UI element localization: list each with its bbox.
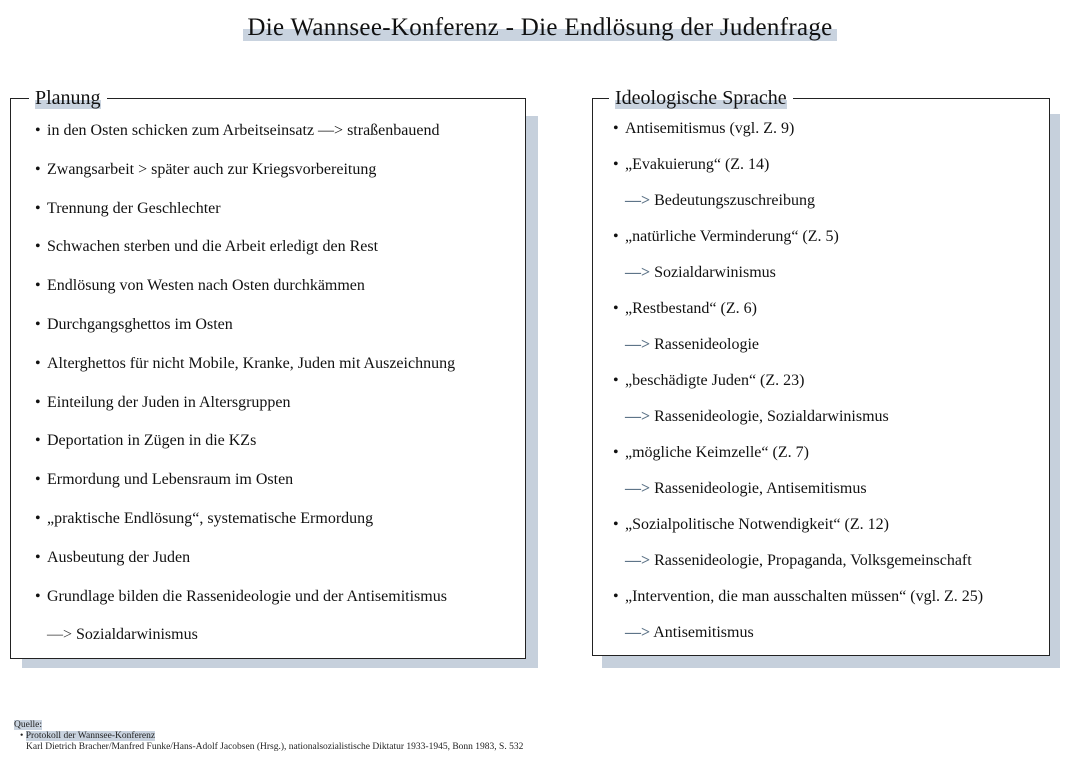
- list-subitem: —> Rassenideologie, Propaganda, Volksgemeinschaft: [625, 552, 972, 569]
- panel-heading: Planung: [29, 86, 107, 110]
- panel-box: [592, 87, 1050, 656]
- list-item: • in den Osten schicken zum Arbeitseinsatz —> straßenbauend: [35, 122, 440, 139]
- list-subitem: —> Sozialdarwinismus: [47, 626, 198, 644]
- bullet-icon: •: [35, 199, 41, 217]
- source-item: Protokoll der Wannsee-Konferenz: [25, 731, 156, 741]
- bullet-icon: •: [35, 393, 41, 411]
- bullet-icon: •: [35, 432, 41, 450]
- bullet-icon: •: [613, 444, 619, 461]
- list-item: • „Intervention, die man ausschalten müssen“ (vgl. Z. 25): [613, 588, 984, 605]
- bullet-icon: •: [613, 228, 619, 245]
- bullet-icon: •: [613, 120, 619, 137]
- list-item: • Deportation in Zügen in die KZs: [35, 432, 257, 450]
- sprache-list: [613, 119, 983, 659]
- list-item: • Endlösung von Westen nach Osten durchkämmen: [35, 277, 365, 295]
- arrow-icon: —>: [47, 626, 73, 644]
- source-citation: Karl Dietrich Bracher/Manfred Funke/Hans-Adolf Jacobsen (Hrsg.), nationalsozialistische Diktatur 1933-1945, Bonn 1983, S. 532: [26, 742, 524, 752]
- list-subitem: —> Rassenideologie, Sozialdarwinismus: [625, 408, 889, 425]
- sprache-panel: [592, 87, 1050, 656]
- list-item: • Trennung der Geschlechter: [35, 199, 221, 217]
- list-item: • Ausbeutung der Juden: [35, 548, 191, 566]
- arrow-icon: —>: [625, 624, 651, 641]
- list-item: • „mögliche Keimzelle“ (Z. 7): [613, 444, 809, 461]
- list-item: • Grundlage bilden die Rassenideologie und der Antisemitismus: [35, 587, 447, 605]
- panel-heading: Ideologische Sprache: [609, 86, 793, 110]
- list-item: • Antisemitismus (vgl. Z. 9): [613, 120, 795, 137]
- list-item: • „Sozialpolitische Notwendigkeit“ (Z. 12): [613, 516, 889, 533]
- bullet-icon: •: [35, 509, 41, 527]
- bullet-icon: •: [613, 516, 619, 533]
- source-note: [14, 720, 523, 753]
- list-item: • Schwachen sterben und die Arbeit erledigt den Rest: [35, 238, 379, 256]
- bullet-icon: •: [613, 300, 619, 317]
- page-title: Die Wannsee-Konferenz - Die Endlösung der Judenfrage: [0, 14, 1080, 42]
- panel-box: [10, 87, 526, 659]
- list-item: • „Restbestand“ (Z. 6): [613, 300, 757, 317]
- list-item: • Durchgangsghettos im Osten: [35, 315, 233, 333]
- list-item: • Zwangsarbeit > später auch zur Kriegsvorbereitung: [35, 160, 377, 178]
- bullet-icon: •: [35, 122, 41, 139]
- planung-panel: [10, 87, 526, 659]
- bullet-icon: •: [20, 731, 24, 741]
- list-subitem: —> Sozialdarwinismus: [625, 264, 776, 281]
- list-subitem: —> Rassenideologie, Antisemitismus: [625, 480, 867, 497]
- arrow-icon: —>: [625, 480, 651, 497]
- bullet-icon: •: [35, 315, 41, 333]
- bullet-icon: •: [35, 587, 41, 605]
- list-item: • Ermordung und Lebensraum im Osten: [35, 471, 294, 489]
- list-subitem: —> Rassenideologie: [625, 336, 759, 353]
- list-item: • „natürliche Verminderung“ (Z. 5): [613, 228, 839, 245]
- list-item: • „praktische Endlösung“, systematische Ermordung: [35, 509, 374, 527]
- arrow-icon: —>: [625, 264, 651, 281]
- bullet-icon: •: [613, 156, 619, 173]
- bullet-icon: •: [35, 277, 41, 295]
- arrow-icon: —>: [625, 408, 651, 425]
- bullet-icon: •: [35, 548, 41, 566]
- bullet-icon: •: [35, 471, 41, 489]
- arrow-icon: —>: [625, 192, 651, 209]
- bullet-icon: •: [35, 160, 41, 178]
- bullet-icon: •: [613, 588, 619, 605]
- list-subitem: —> Antisemitismus: [625, 624, 754, 641]
- list-item: • „Evakuierung“ (Z. 14): [613, 156, 770, 173]
- arrow-icon: —>: [625, 336, 651, 353]
- bullet-icon: •: [35, 354, 41, 372]
- list-item: • „beschädigte Juden“ (Z. 23): [613, 372, 805, 389]
- list-subitem: —> Bedeutungszuschreibung: [625, 192, 815, 209]
- list-item: • Einteilung der Juden in Altersgruppen: [35, 393, 291, 411]
- bullet-icon: •: [35, 238, 41, 256]
- planung-list: [35, 121, 455, 664]
- source-label: Quelle:: [14, 720, 42, 730]
- bullet-icon: •: [613, 372, 619, 389]
- list-item: • Alterghettos für nicht Mobile, Kranke, Juden mit Auszeichnung: [35, 354, 456, 372]
- arrow-icon: —>: [625, 552, 651, 569]
